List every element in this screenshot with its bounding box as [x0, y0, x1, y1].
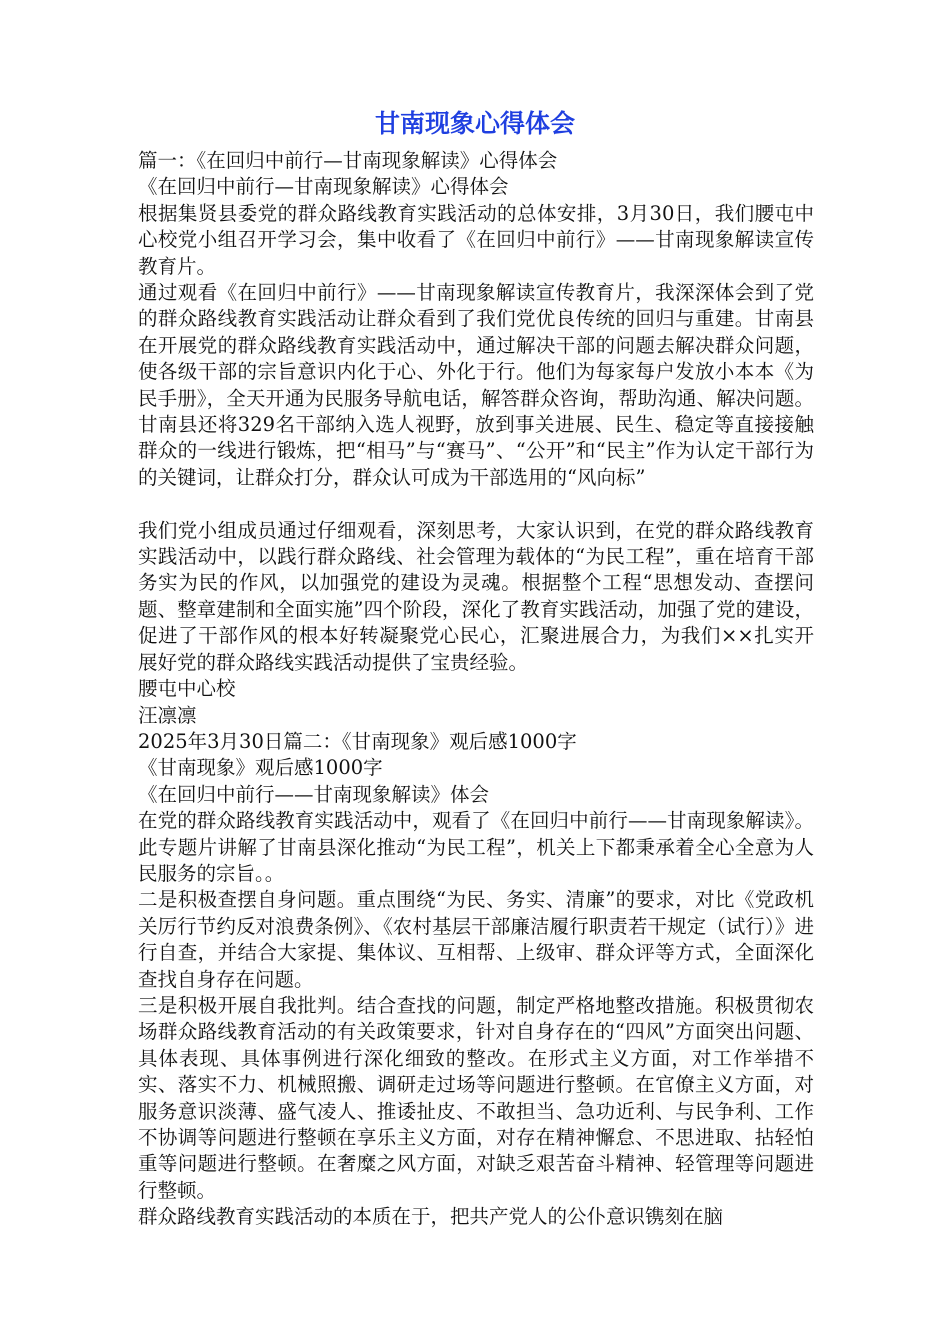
paragraph: 我们党小组成员通过仔细观看，深刻思考，大家认识到，在党的群众路线教育实践活动中，以践行群众路线、社会管理为载体的“为民工程”，重在培育干部务实为民的作风，以加强党的建设为灵魂。根据整个工程“思想发动、查摆问题、整章建制和全面实施”四个阶段，深化了教育实践活动，加强了党的建设，促进了干部作风的根本好转凝聚党心民心，汇聚进展合力，为我们××扎实开展好党的群众路线实践活动提供了宝贵经验。 — [138, 518, 814, 674]
paragraph: 《在回归中前行——甘南现象解读》体会 — [138, 782, 490, 806]
document-title: 甘南现象心得体会 — [374, 109, 575, 138]
paragraph: 在党的群众路线教育实践活动中，观看了《在回归中前行——甘南现象解读》。此专题片讲解了甘南县深化推动“为民工程”，机关上下都秉承着全心全意为人民服务的宗旨。。 — [138, 809, 814, 885]
paragraph: 群众路线教育实践活动的本质在于，把共产党人的公仆意识镌刻在脑 — [138, 1205, 724, 1229]
document-body — [138, 148, 814, 1231]
paragraph: 腰屯中心校 — [138, 677, 236, 701]
paragraph: 汪凛凛 — [138, 703, 197, 727]
paragraph: 2025年3月30日篇二：《甘南现象》观后感1000字 — [138, 729, 577, 753]
paragraph: 《甘南现象》观后感1000字 — [138, 756, 383, 780]
paragraph: 二是积极查摆自身问题。重点围绕“为民、务实、清廉”的要求，对比《党政机关厉行节约反对浪费条例》、《农村基层干部廉洁履行职责若干规定（试行）》进行自查，并结合大家提、集体议、互相帮、上级审、群众评等方式，全面深化查找自身存在问题。 — [138, 888, 814, 991]
blank-line — [138, 491, 814, 517]
paragraph: 篇一：《在回归中前行—甘南现象解读》心得体会 — [138, 149, 558, 172]
paragraph: 根据集贤县委党的群众路线教育实践活动的总体安排，3月30日，我们腰屯中心校党小组召开学习会，集中收看了《在回归中前行》——甘南现象解读宣传教育片。 — [138, 201, 814, 278]
paragraph: 通过观看《在回归中前行》——甘南现象解读宣传教育片，我深深体会到了党的群众路线教育实践活动让群众看到了我们党优良传统的回归与重建。甘南县在开展党的群众路线教育实践活动中，通过解决干部的问题去解决群众问题，使各级干部的宗旨意识内化于心、外化于行。他们为每家每户发放小本本《为民手册》，全天开通为民服务导航电话，解答群众咨询，帮助沟通、解决问题。甘南县还将329名干部纳入选人视野，放到事关进展、民生、稳定等直接接触群众的一线进行锻炼，把“相马”与“赛马”、“公开”和“民主”作为认定干部行为的关键词，让群众打分，群众认可成为干部选用的“风向标” — [138, 281, 814, 489]
paragraph: 三是积极开展自我批判。结合查找的问题，制定严格地整改措施。积极贯彻农场群众路线教育活动的有关政策要求，针对自身存在的“四风”方面突出问题、具体表现、具体事例进行深化细致的整改。在形式主义方面，对工作举措不实、落实不力、机械照搬、调研走过场等问题进行整顿。在官僚主义方面，对服务意识淡薄、盛气凌人、推诿扯皮、不敢担当、急功近利、与民争利、工作不协调等问题进行整顿在享乐主义方面，对存在精神懈怠、不思进取、拈轻怕重等问题进行整顿。在奢糜之风方面，对缺乏艰苦奋斗精神、轻管理等问题进行整顿。 — [138, 993, 814, 1202]
paragraph: 《在回归中前行—甘南现象解读》心得体会 — [138, 175, 509, 199]
